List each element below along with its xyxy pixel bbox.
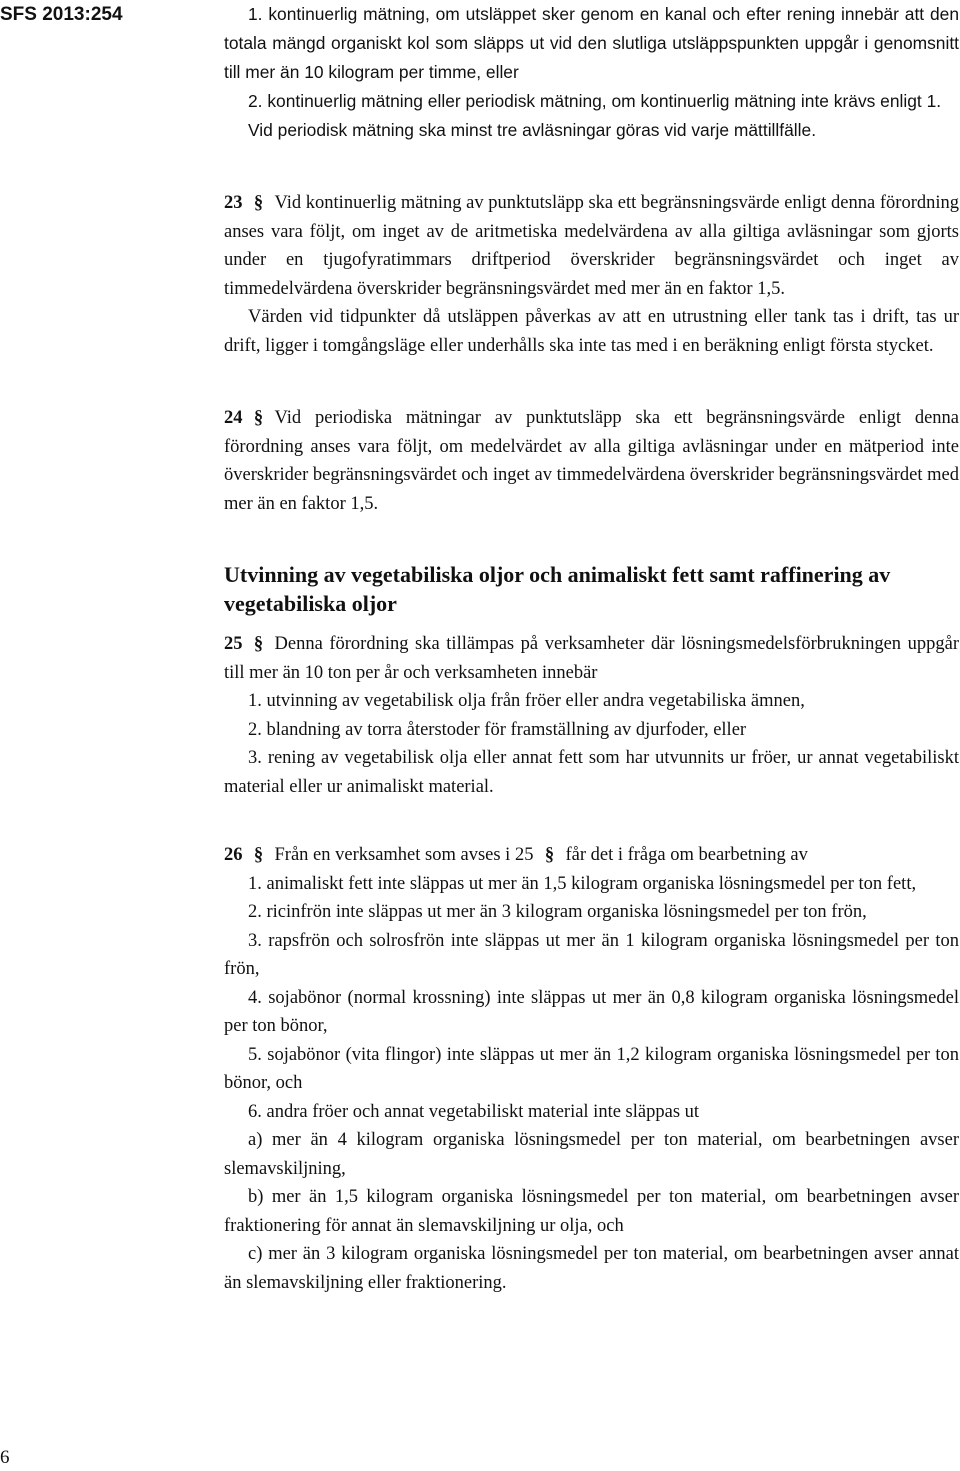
section-text: Denna förordning ska tillämpas på verksamheter där lösningsmedelsförbrukningen uppgår till mer än 10 ton per år och verksamheten innebär: [224, 634, 959, 683]
list-item: 1. kontinuerlig mätning, om utsläppet sker genom en kanal och efter rening innebär att den totala mängd organiskt kol som släpps ut vid den slutliga utsläppspunkten uppgår i genomsnitt till mer än 10 kilogram per timme, eller: [224, 4, 959, 82]
paragraph-sign: §: [253, 193, 264, 213]
list-item: 2. blandning av torra återstoder för framställning av djurfoder, eller: [248, 719, 747, 740]
list-item: 5. sojabönor (vita flingor) inte släppas ut mer än 1,2 kilogram organiska lösningsmedel per ton bönor, och: [224, 1044, 959, 1093]
sfs-number: SFS 2013:254: [0, 4, 123, 25]
section-heading: Utvinning av vegetabiliska oljor och animaliskt fett samt raffinering av vegetabiliska oljor: [224, 562, 891, 616]
section-text: Från en verksamhet som avses i 25: [274, 845, 534, 865]
section-25: [224, 630, 959, 687]
section-text: får det i fråga om bearbetning av: [565, 845, 808, 865]
paragraph-sign: §: [253, 408, 264, 428]
section-number: 26: [224, 845, 243, 865]
section-26: [224, 841, 959, 870]
list-item: 1. utvinning av vegetabilisk olja från fröer eller andra vegetabiliska ämnen,: [248, 691, 805, 711]
list-item: 2. ricinfrön inte släppas ut mer än 3 kilogram organiska lösningsmedel per ton frön,: [248, 902, 867, 922]
section-number: 23: [224, 193, 243, 213]
section-text: Vid kontinuerlig mätning av punktutsläpp ska ett begränsningsvärde enligt denna förordning anses vara följt, om inget av de aritmetiska medelvärdena av alla giltiga avläsningar som gjorts under en tjugofyratimmars driftperiod överskrider begränsningsvärdet och inget av timmedelvärdena överskrider begränsningsvärdet med mer än en faktor 1,5.: [224, 193, 959, 299]
section-24: [224, 404, 959, 518]
sub-list-item: c) mer än 3 kilogram organiska lösningsmedel per ton material, om bearbetningen avser annat än slemavskiljning eller fraktionering.: [224, 1244, 959, 1293]
section-number: 24: [224, 408, 243, 428]
list-item: 2. kontinuerlig mätning eller periodisk mätning, om kontinuerlig mätning inte krävs enligt 1.: [248, 91, 942, 111]
list-item: 3. rapsfrön och solrosfrön inte släppas ut mer än 1 kilogram organiska lösningsmedel per ton frön,: [224, 930, 959, 979]
sub-list-item: a) mer än 4 kilogram organiska lösningsmedel per ton material, om bearbetningen avser slemavskiljning,: [224, 1130, 959, 1179]
paragraph: Värden vid tidpunkter då utsläppen påverkas av att en utrustning eller tank tas i drift, tas ur drift, ligger i tomgångsläge eller underhålls ska inte tas med i en beräkning enligt första stycket.: [224, 307, 959, 356]
page-number: 6: [0, 1447, 10, 1468]
section-text: Vid periodiska mätningar av punktutsläpp ska ett begränsningsvärde enligt denna förordning anses vara följt, om medelvärdet av alla giltiga avläsningar under en mätperiod inte överskrider begränsningsvärdet och inget av timmedelvärdena överskrider begränsningsvärdet med mer än en faktor 1,5.: [224, 408, 959, 514]
paragraph-sign: §: [544, 845, 555, 865]
paragraph: Vid periodisk mätning ska minst tre avläsningar göras vid varje mättillfälle.: [248, 120, 817, 140]
list-item: 1. animaliskt fett inte släppas ut mer än 1,5 kilogram organiska lösningsmedel per ton fett,: [248, 873, 917, 894]
paragraph-sign: §: [253, 845, 264, 865]
section-23: [224, 189, 959, 303]
paragraph-sign: §: [253, 634, 264, 654]
sub-list-item: b) mer än 1,5 kilogram organiska lösningsmedel per ton material, om bearbetningen avser fraktionering för annat än slemavskiljning ur olja, och: [224, 1187, 959, 1236]
document-body: [224, 0, 959, 1297]
list-item: 6. andra fröer och annat vegetabiliskt material inte släppas ut: [248, 1101, 700, 1122]
section-number: 25: [224, 634, 243, 654]
list-item: 4. sojabönor (normal krossning) inte släppas ut mer än 0,8 kilogram organiska lösningsmedel per ton bönor,: [224, 987, 959, 1036]
list-item: 3. rening av vegetabilisk olja eller annat fett som har utvunnits ur fröer, ur annat vegetabiliskt material eller ur animaliskt material.: [224, 748, 959, 797]
